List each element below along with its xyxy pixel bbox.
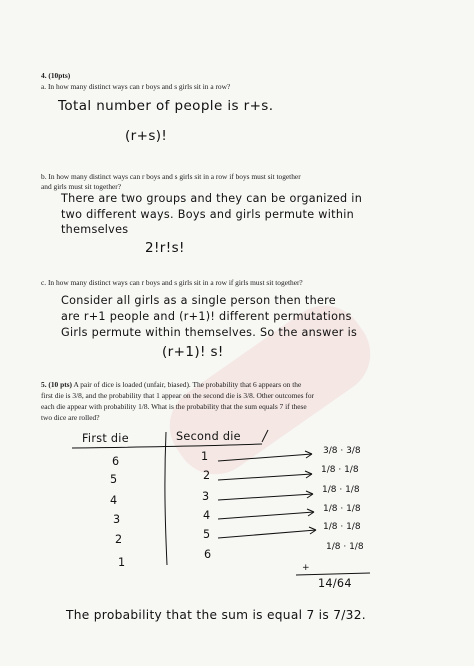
probability-product: 3/8 · 3/8 bbox=[323, 446, 361, 456]
plus-sign: + bbox=[302, 563, 310, 573]
table-header-first-die: First die bbox=[82, 432, 129, 445]
answer-4c-line2: are r+1 people and (r+1)! different permutations bbox=[61, 310, 352, 323]
first-die-value: 1 bbox=[118, 556, 126, 569]
question-5-prompt-line2: first die is 3/8, and the probability that 1 appear on the second die is 3/8. Other outcomes for bbox=[41, 391, 314, 400]
arrows bbox=[218, 451, 316, 538]
second-die-value: 5 bbox=[203, 528, 211, 541]
second-die-value: 3 bbox=[202, 490, 210, 503]
question-4b-prompt-line2: and girls must sit together? bbox=[41, 182, 122, 191]
first-die-value: 6 bbox=[112, 455, 120, 468]
header-underline bbox=[72, 444, 262, 448]
question-4c-prompt: c. In how many distinct ways can r boys and s girls sit in a row if girls must sit together? bbox=[41, 278, 303, 287]
answer-4b-line2: two different ways. Boys and girls permute within bbox=[61, 208, 355, 221]
question-4a-prompt: a. In how many distinct ways can r boys and s girls sit in a row? bbox=[41, 82, 231, 91]
probability-product: 1/8 · 1/8 bbox=[321, 465, 359, 475]
question-5-prompt-line3: each die appear with probability 1/8. What is the probability that the sum equals 7 if these bbox=[41, 402, 307, 411]
conclusion-text: The probability that the sum is equal 7 is 7/32. bbox=[66, 608, 366, 622]
second-die-value: 4 bbox=[203, 509, 211, 522]
question-4b-prompt-line1: b. In how many distinct ways can r boys and s girls sit in a row if boys must sit together bbox=[41, 172, 301, 181]
second-die-value: 1 bbox=[201, 450, 209, 463]
first-die-value: 4 bbox=[110, 494, 118, 507]
second-die-value: 6 bbox=[204, 548, 212, 561]
answer-4c-line1: Consider all girls as a single person then there bbox=[61, 294, 336, 307]
total-probability: 14/64 bbox=[318, 577, 352, 590]
probability-product: 1/8 · 1/8 bbox=[326, 542, 364, 552]
question-5-heading: 5. (10 pts) bbox=[41, 380, 72, 389]
first-die-value: 2 bbox=[115, 533, 123, 546]
answer-4b-line3: themselves bbox=[61, 223, 129, 236]
sum-line bbox=[296, 573, 370, 575]
probability-product: 1/8 · 1/8 bbox=[322, 485, 360, 495]
probability-product: 1/8 · 1/8 bbox=[323, 522, 361, 532]
probability-product: 1/8 · 1/8 bbox=[323, 504, 361, 514]
answer-4c-line3: Girls permute within themselves. So the answer is bbox=[61, 326, 358, 339]
answer-4b-line1: There are two groups and they can be organized in bbox=[61, 192, 363, 205]
answer-4b-line4: 2!r!s! bbox=[145, 240, 185, 256]
answer-4c-line4: (r+1)! s! bbox=[162, 344, 224, 360]
first-die-value: 5 bbox=[110, 473, 118, 486]
first-die-value: 3 bbox=[113, 513, 121, 526]
column-divider bbox=[165, 432, 167, 565]
second-die-value: 2 bbox=[203, 469, 211, 482]
question-5-prompt-text1: A pair of dice is loaded (unfair, biased). The probability that 6 appears on the bbox=[73, 380, 302, 389]
answer-4a-line2: (r+s)! bbox=[125, 128, 168, 144]
answer-4a-line1: Total number of people is r+s. bbox=[58, 98, 274, 114]
question-5-prompt-line4: two dice are rolled? bbox=[41, 413, 100, 422]
question-4-heading: 4. (10pts) bbox=[41, 71, 71, 80]
table-header-second-die: Second die bbox=[176, 430, 241, 443]
